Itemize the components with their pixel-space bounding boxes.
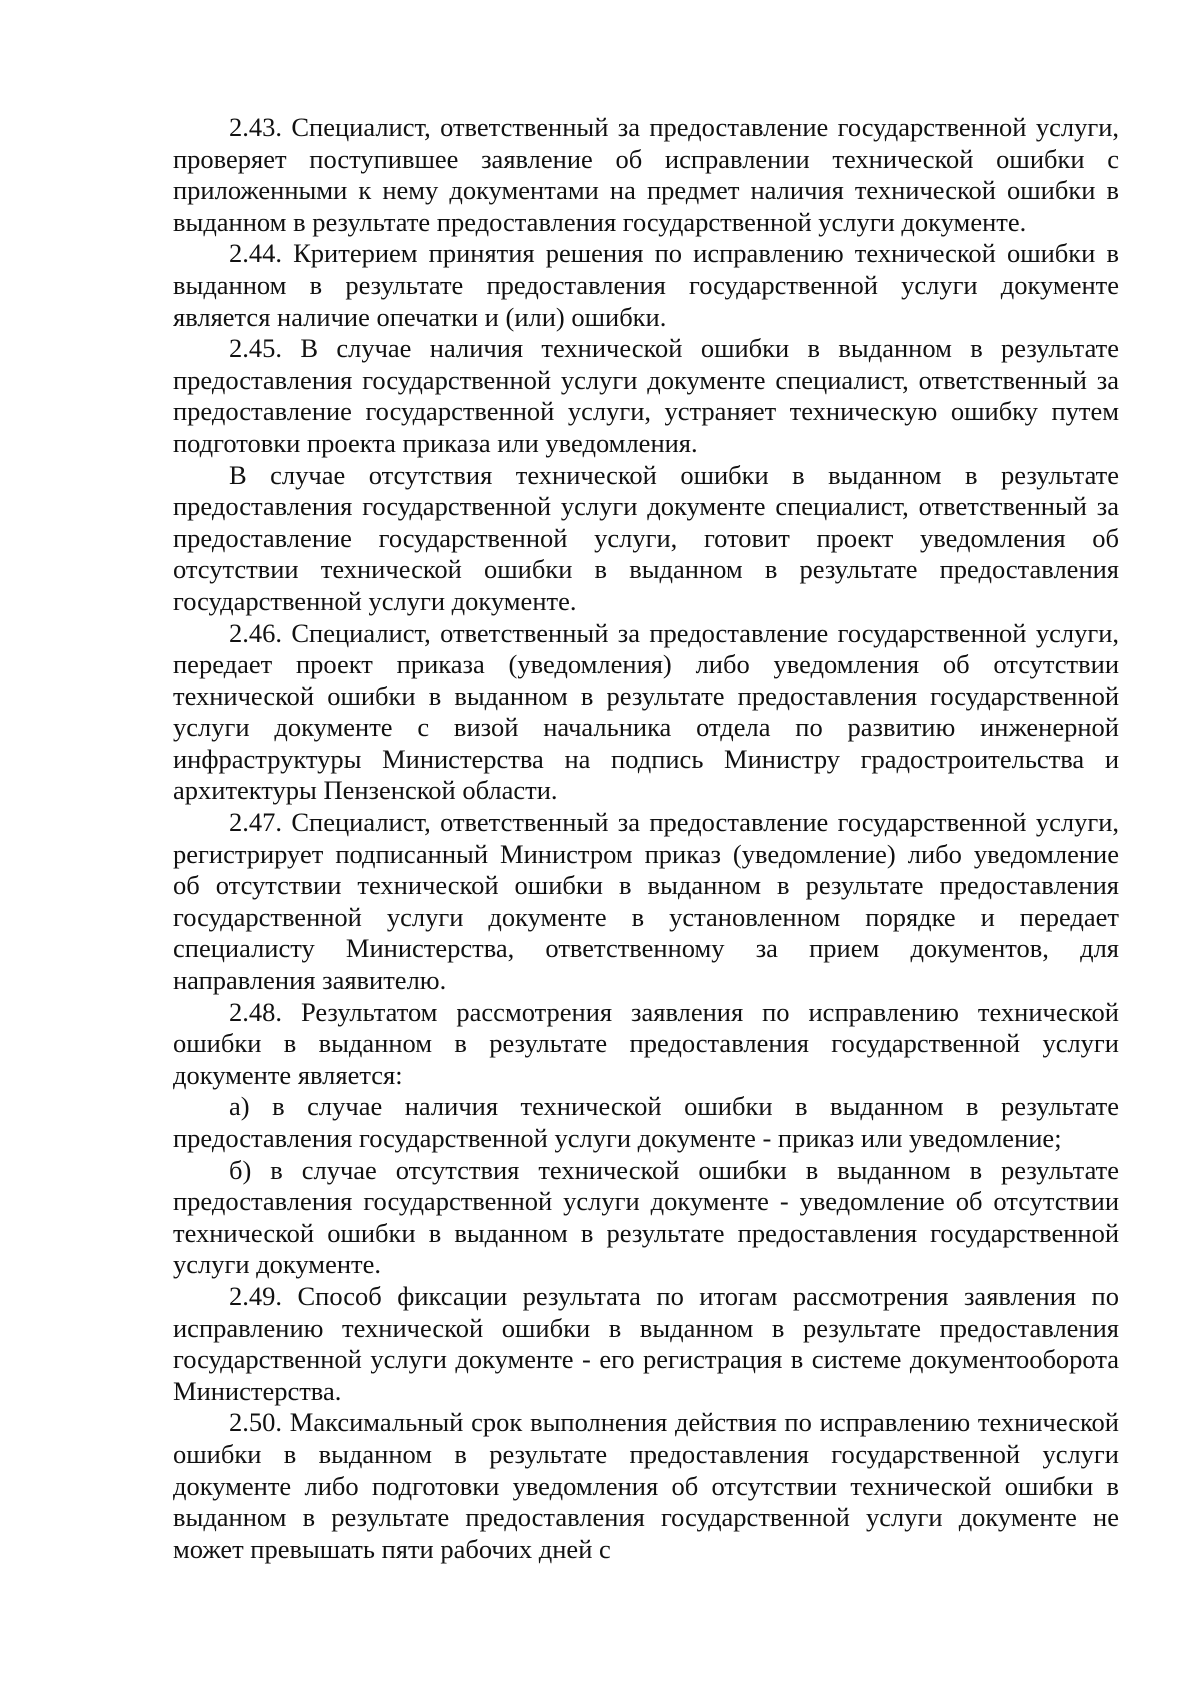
paragraph-2-50: 2.50. Максимальный срок выполнения действия по исправлению технической ошибки в выданном в результате предоставления государственной услуги документе либо подготовки уведомления об отсутствии технической ошибки в выданном в результате предоставления государственной услуги документе не может превышать пяти рабочих дней с — [173, 1407, 1119, 1564]
paragraph-2-44: 2.44. Критерием принятия решения по исправлению технической ошибки в выданном в результате предоставления государственной услуги документе является наличие опечатки и (или) ошибки. — [173, 238, 1119, 332]
paragraph-2-48: 2.48. Результатом рассмотрения заявления по исправлению технической ошибки в выданном в результате предоставления государственной услуги документе является: — [173, 996, 1119, 1090]
paragraph-2-48-item-a: а) в случае наличия технической ошибки в выданном в результате предоставления государственной услуги документе - приказ или уведомление; — [173, 1091, 1119, 1153]
paragraph-2-46: 2.46. Специалист, ответственный за предоставление государственной услуги, передает проект приказа (уведомления) либо уведомления об отсутствии технической ошибки в выданном в результате предоставления государственной услуги документе с визой начальника отдела по развитию инженерной инфраструктуры Министерства на подпись Министру градостроительства и архитектуры Пензенской области. — [173, 617, 1119, 806]
paragraph-2-47: 2.47. Специалист, ответственный за предоставление государственной услуги, регистрирует подписанный Министром приказ (уведомление) либо уведомление об отсутствии технической ошибки в выданном в результате предоставления государственной услуги документе в установленном порядке и передает специалисту Министерства, ответственному за прием документов, для направления заявителю. — [173, 807, 1119, 996]
paragraph-2-45-continuation: В случае отсутствия технической ошибки в выданном в результате предоставления государственной услуги документе специалист, ответственный за предоставление государственной услуги, готовит проект уведомления об отсутствии технической ошибки в выданном в результате предоставления государственной услуги документе. — [173, 459, 1119, 616]
paragraph-2-45: 2.45. В случае наличия технической ошибки в выданном в результате предоставления государственной услуги документе специалист, ответственный за предоставление государственной услуги, устраняет техническую ошибку путем подготовки проекта приказа или уведомления. — [173, 333, 1119, 458]
paragraph-2-48-item-b: б) в случае отсутствия технической ошибки в выданном в результате предоставления государственной услуги документе - уведомление об отсутствии технической ошибки в выданном в результате предоставления государственной услуги документе. — [173, 1154, 1119, 1280]
document-body — [173, 112, 1119, 1565]
paragraph-2-43: 2.43. Специалист, ответственный за предоставление государственной услуги, проверяет поступившее заявление об исправлении технической ошибки с приложенными к нему документами на предмет наличия технической ошибки в выданном в результате предоставления государственной услуги документе. — [173, 112, 1119, 237]
paragraph-2-49: 2.49. Способ фиксации результата по итогам рассмотрения заявления по исправлению технической ошибки в выданном в результате предоставления государственной услуги документе - его регистрация в системе документооборота Министерства. — [173, 1280, 1119, 1406]
